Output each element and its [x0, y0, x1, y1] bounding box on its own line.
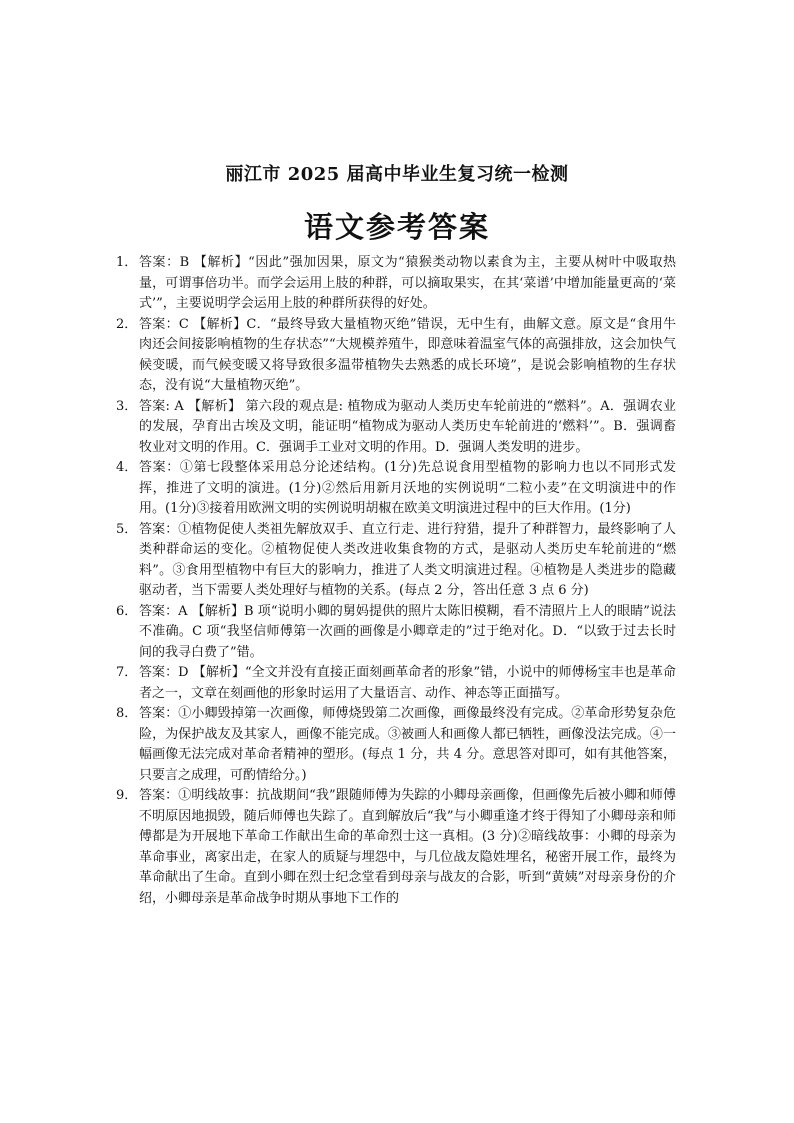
- answer-item-8: [116, 704, 676, 786]
- answer-text: 答案：①植物促使人类祖先解放双手、直立行走、进行狩猎，提升了种群智力，最终影响了人类种群命运的变化。②植物促使人类改进收集食物的方式，是驱动人类历史车轮前进的“燃料”。③食用型植物中有巨大的影响力，推进了人类文明演进过程。④植物是人类进步的隐藏驱动者，当下需要人类处理好与植物的关系。(每点 2 分，答出任意 3 点 6 分): [139, 521, 676, 598]
- answer-text: 答案：D 【解析】“全文并没有直接正面刻画革命者的形象”错，小说中的师傅杨宝丰也是革命者之一，文章在刻画他的形象时运用了大量语言、动作、神态等正面描写。: [139, 665, 676, 701]
- answer-item-2: [116, 315, 676, 397]
- page-title: 语文参考答案: [303, 210, 490, 244]
- answer-item-3: [116, 397, 676, 459]
- answer-number: 6．: [116, 603, 138, 619]
- answer-number: 4．: [116, 460, 138, 475]
- answer-text: 答案：C 【解析】C．“最终导致大量植物灭绝”错误，无中生有，曲解文意。原文是“食用牛肉还会间接影响植物的生存状态”“大规模养殖牛，即意味着温室气体的高强排放，这会加快气候变暖，而气候变暖又将导致很多温带植物失去熟悉的成长环境”，是说会影响植物的生存状态，没有说“大量植物灭绝”。: [139, 316, 676, 393]
- answer-item-1: [116, 253, 676, 315]
- answer-text: 答案：①明线故事：抗战期间“我”跟随师傅为失踪的小卿母亲画像，但画像先后被小卿和师傅不明原因地损毁，随后师傅也失踪了。直到解放后“我”与小卿重逢才终于得知了小卿母亲和师傅都是为开展地下革命工作献出生命的革命烈士这一真相。(3 分)②暗线故事：小卿的母亲为革命事业，离家出走，在家人的质疑与埋怨中，与几位战友隐姓埋名，秘密开展工作，最终为革命献出了生命。直到小卿在烈士纪念堂看到母亲与战友的合影，听到“黄姨”对母亲身份的介绍，小卿母亲是革命战争时期从事地下工作的: [139, 788, 676, 906]
- exam-title: 丽江市 2025 届高中毕业生复习统一检测: [225, 164, 569, 185]
- answer-number: 9．: [116, 788, 138, 803]
- answer-text: 答案：A 【解析】B 项“说明小卿的舅妈提供的照片太陈旧模糊，看不清照片上人的眼睛”说法不准确。C 项“我坚信师傅第一次画的画像是小卿章走的”过于绝对化。D．“以致于过去长时间的我寻白费了”错。: [139, 603, 676, 660]
- answer-text: 答案：①小卿毁掉第一次画像，师傅烧毁第二次画像，画像最终没有完成。②革命形势复杂危险，为保护战友及其家人，画像不能完成。③被画人和画像人都已牺牲，画像没法完成。④一幅画像无法完成对革命者精神的塑形。(每点 1 分，共 4 分。意思答对即可，如有其他答案，只要言之成理，可酌情给分。): [139, 706, 676, 783]
- answer-number: 5．: [116, 521, 138, 537]
- answer-number: 2．: [116, 316, 138, 332]
- answer-item-9: [116, 786, 676, 909]
- answer-item-7: [116, 663, 676, 704]
- answer-number: 1．: [116, 255, 138, 270]
- answer-number: 7．: [116, 665, 138, 680]
- answer-list: [116, 253, 676, 909]
- answer-item-6: [116, 602, 676, 664]
- answer-item-5: [116, 520, 676, 602]
- answer-item-4: [116, 458, 676, 520]
- answer-text: 答案: A 【解析】 第六段的观点是: 植物成为驱动人类历史车轮前进的“燃料”。A．强调农业的发展，孕育出古埃及文明，能证明“植物成为驱动人类历史车轮前进的‘燃料’”。B．强调畜牧业对文明的作用。C．强调手工业对文明的作用。D．强调人类发明的进步。: [139, 398, 676, 455]
- answer-text: 答案：①第七段整体采用总分论述结构。(1分)先总说食用型植物的影响力也以不同形式发挥，推进了文明的演进。(1分)②然后用新月沃地的实例说明“二粒小麦”在文明演进中的作用。(1分)③接着用欧洲文明的实例说明胡椒在欧美文明演进过程中的巨大作用。(1分): [139, 460, 676, 516]
- answer-number: 8．: [116, 706, 138, 721]
- answer-number: 3．: [116, 398, 138, 414]
- answer-text: 答案：B 【解析】“因此”强加因果，原文为“猿猴类动物以素食为主，主要从树叶中吸取热量，可谓事倍功半。而学会运用上肢的种群，可以摘取果实，在其‘菜谱’中增加能量更高的‘菜式’”，主要说明学会运用上肢的种群所获得的好处。: [139, 255, 676, 311]
